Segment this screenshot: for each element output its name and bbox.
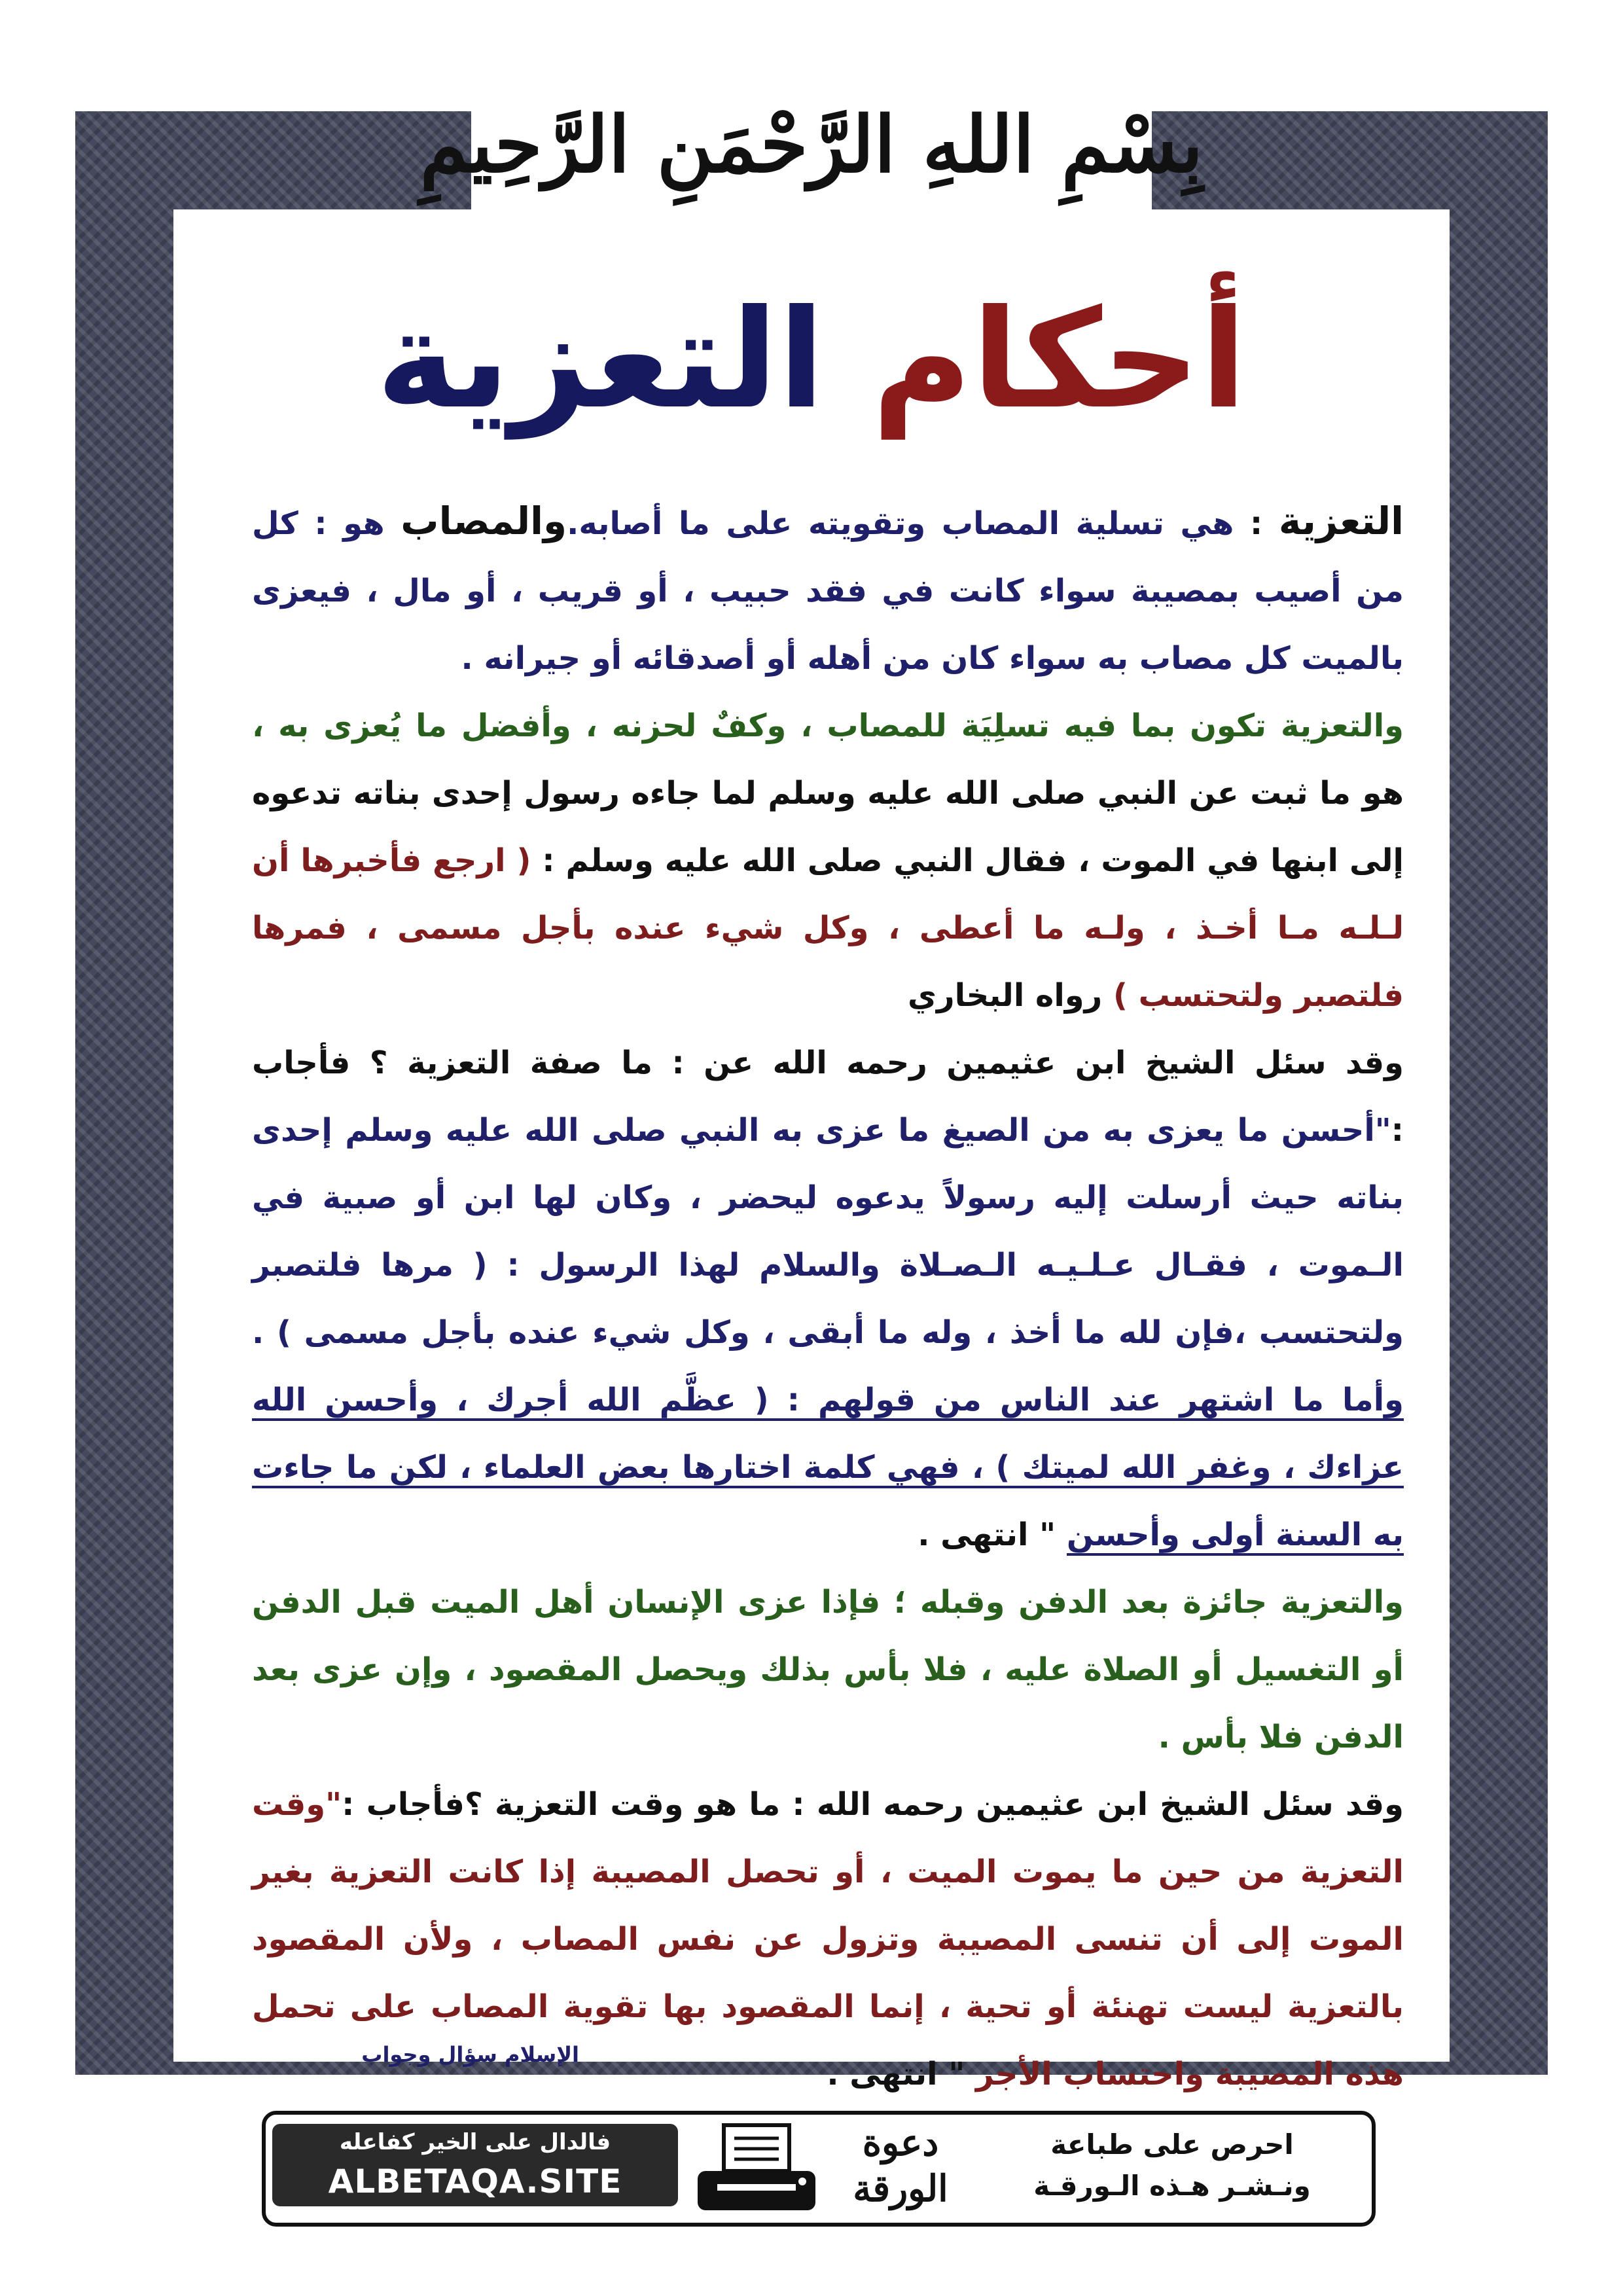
term-altaziya: التعزية xyxy=(1278,499,1404,543)
page-title xyxy=(173,262,1450,458)
dawa-logo xyxy=(842,2120,959,2217)
term-almusab: والمصاب xyxy=(401,499,567,543)
answer-text: "أحسن ما يعزى به من الصيغ ما عزى به النبي صلى الله عليه وسلم إحدى بناته حيث أرسلت إليه رسولاً يدعوه ليحضر ، وكان لها ابن أو صبية في الـموت ، فقـال عـلـيـه الـصـلاة والسلام لهذا الرسول : ( مرها فلتصبر ولتحتسب ،فإن لله ما أخذ ، وله ما أبقى ، وكل شيء عنده بأجل مسمى ) . xyxy=(252,1112,1404,1351)
footer-bar xyxy=(262,2111,1376,2227)
green-text: والتعزية تكون بما فيه تسلِيَة للمصاب ، وكفٌ لحزنه ، وأفضل ما يُعزى به ، xyxy=(252,708,1404,744)
paragraph-definition xyxy=(252,488,1404,692)
paragraph-fatwa-form xyxy=(252,1030,1404,1569)
hadith-source: رواه البخاري xyxy=(907,977,1113,1014)
footer-website: ALBETAQA.SITE xyxy=(328,2162,622,2200)
question-line: وقد سئل الشيخ ابن عثيمين رحمه الله : ما هو وقت التعزية ؟فأجاب : xyxy=(342,1786,1404,1823)
hadith-quote: ( ارجع فأخبرها أن لـلـه مـا أخـذ ، ولـه ما أعطى ، وكل شيء عنده بأجل مسمى ، فمرها فلتصبر ولتحتسب ) xyxy=(252,842,1404,1014)
answer-end: " انتهى . xyxy=(918,1516,1067,1553)
footer-proverb: فالدال على الخير كفاعله xyxy=(339,2129,611,2155)
paragraph-best-condolence xyxy=(252,692,1404,1030)
source-credit: الإسلام سؤال وجواب xyxy=(361,2042,579,2067)
logo-line1: دعوة xyxy=(862,2121,939,2164)
footer-print-line2: ونـشـر هـذه الـورقـة xyxy=(1033,2170,1311,2202)
definition-text: هي تسلية المصاب وتقويته على ما أصابه. xyxy=(567,505,1234,542)
footer-website-box xyxy=(272,2124,678,2206)
logo-line2: الورقة xyxy=(853,2167,948,2210)
printer-icon xyxy=(691,2123,822,2214)
separator: : xyxy=(1234,505,1279,542)
footer-print-line1: احرص على طباعة xyxy=(1050,2128,1294,2161)
green-text: والتعزية جائزة بعد الدفن وقبله ؛ فإذا عزى الإنسان أهل الميت قبل الدفن أو التغسيل أو الصلاة عليه ، فلا بأس بذلك ويحصل المقصود ، وإن عزى بعد الدفن فلا بأس . xyxy=(252,1584,1404,1755)
title-word-altaziya: التعزية xyxy=(376,281,825,439)
article-body xyxy=(252,488,1404,2108)
basmala-header xyxy=(419,46,1204,242)
footer-print-notice xyxy=(979,2124,1365,2206)
answer-end: " انتهى . xyxy=(827,2056,976,2092)
question-line: وقد سئل الشيخ ابن عثيمين رحمه الله عن : ما صفة التعزية ؟ فأجاب : xyxy=(252,1045,1404,1149)
black-text: هو ما ثبت عن النبي صلى الله عليه وسلم لما جاءه رسول إحدى بناته تدعوه إلى ابنها في الموت ، فقال النبي صلى الله عليه وسلم : xyxy=(252,775,1404,879)
answer-underlined-text: وأما ما اشتهر عند الناس من قولهم : ( عظَّم الله أجرك ، وأحسن الله عزاءك ، وغفر الله لميتك ) ، فهي كلمة اختارها بعض العلماء ، لكن ما جاءت به السنة أولى وأحسن xyxy=(252,1382,1404,1556)
definition-rest: هو : كل من أصيب بمصيبة سواء كانت في فقد حبيب ، أو قريب ، أو مال ، فيعزى بالميت كل مصاب به سواء كان من أهله أو أصدقائه أو جيرانه . xyxy=(252,505,1404,677)
paragraph-timing-burial xyxy=(252,1569,1404,1771)
answer-text: "وقت التعزية من حين ما يموت الميت ، أو تحصل المصيبة إذا كانت التعزية بغير الموت إلى أن تنسى المصيبة وتزول عن نفس المصاب ، ولأن المقصود بالتعزية ليست تهنئة أو تحية ، إنما المقصود بها تقوية المصاب على تحمل هذه المصيبة واحتساب الأجر xyxy=(252,1786,1404,2092)
title-word-ahkam: أحكام xyxy=(872,281,1247,439)
basmala-calligraphy: بِسْمِ اللهِ الرَّحْمَنِ الرَّحِيمِ xyxy=(419,98,1204,190)
